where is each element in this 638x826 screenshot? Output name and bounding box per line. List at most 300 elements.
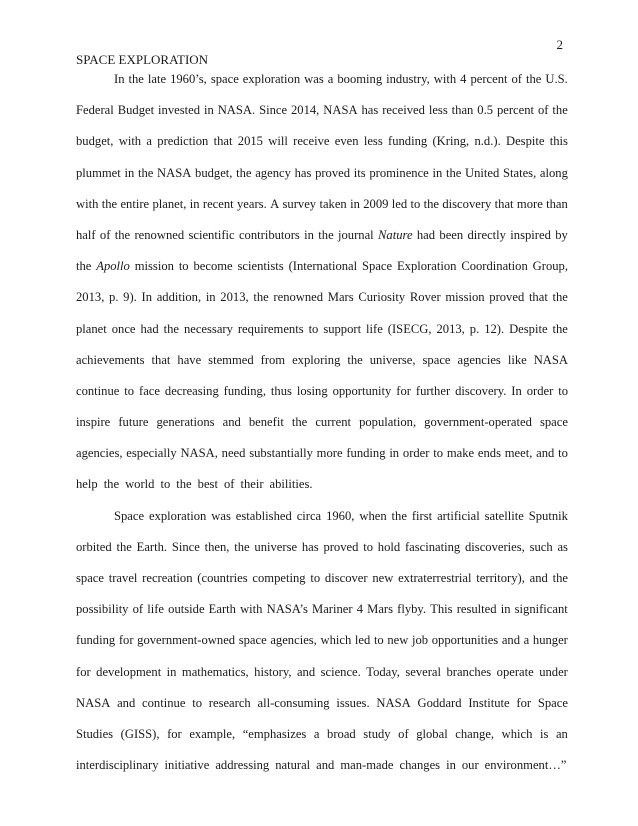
word: scientists xyxy=(237,259,284,274)
body-text xyxy=(76,70,568,787)
word: journal xyxy=(338,227,374,242)
word: research xyxy=(208,695,251,710)
word: agencies, xyxy=(76,446,123,461)
word: in xyxy=(500,602,511,617)
text-line xyxy=(76,507,568,538)
word: a xyxy=(146,134,152,149)
word: life xyxy=(366,321,383,336)
word: NASA xyxy=(76,695,111,710)
word: extraterrestrial xyxy=(398,571,472,585)
word: of xyxy=(511,72,522,86)
word: is xyxy=(539,726,549,741)
text-line xyxy=(76,413,568,444)
word: discovery xyxy=(442,196,492,211)
word: was xyxy=(304,72,324,86)
word: such xyxy=(529,539,553,554)
word: planet, xyxy=(152,196,187,211)
word: population, xyxy=(359,415,417,430)
word: make xyxy=(446,446,475,461)
word: space xyxy=(539,415,568,430)
word: the xyxy=(347,352,363,367)
word: receive xyxy=(293,134,330,149)
word: the xyxy=(552,571,568,585)
word: Budget xyxy=(117,103,155,118)
word: funding xyxy=(388,134,428,149)
word: territory), xyxy=(476,571,525,585)
text-line xyxy=(76,351,568,382)
word: less xyxy=(363,134,383,149)
word: Studies xyxy=(76,726,114,741)
word: ends xyxy=(477,446,501,461)
word: funding xyxy=(76,633,116,648)
word: than xyxy=(451,103,474,118)
word: as xyxy=(557,539,568,554)
word: discoveries, xyxy=(465,539,525,554)
word: 2009 xyxy=(363,196,389,211)
word: hold xyxy=(377,539,401,554)
word: the xyxy=(128,72,144,86)
word: and xyxy=(117,695,136,710)
word: best xyxy=(197,477,218,492)
text-line xyxy=(76,600,568,631)
word: need xyxy=(221,446,246,461)
word: this xyxy=(549,134,568,149)
word: In xyxy=(114,72,125,86)
running-head-title: SPACE EXPLORATION xyxy=(76,52,209,67)
word: job xyxy=(412,633,429,648)
word: to xyxy=(558,383,568,398)
word: space xyxy=(210,72,239,86)
word: further xyxy=(415,383,451,398)
text-line xyxy=(76,382,568,413)
word: In xyxy=(141,290,152,305)
text-line xyxy=(76,444,568,475)
text-line xyxy=(76,288,568,319)
word: 1960’s, xyxy=(170,72,207,86)
word: NASA. xyxy=(217,103,256,118)
word: and xyxy=(501,633,521,648)
text-line xyxy=(76,320,568,351)
word: meet, xyxy=(504,446,533,461)
word: 0.5 xyxy=(477,103,494,118)
word: has xyxy=(294,165,312,180)
word: exploration xyxy=(242,72,301,86)
word: budget, xyxy=(195,165,233,180)
word: universe xyxy=(254,539,298,554)
word: then, xyxy=(204,539,230,554)
text-line xyxy=(76,195,568,226)
word: first xyxy=(411,508,433,523)
word: Today, xyxy=(366,664,400,679)
word: Earth xyxy=(208,602,236,617)
word: was xyxy=(211,508,231,523)
word: an xyxy=(555,726,568,741)
page-number: 2 xyxy=(556,37,563,52)
word: half xyxy=(76,227,96,242)
word: in xyxy=(205,290,216,305)
word: Institute xyxy=(468,695,510,710)
word: a xyxy=(313,726,320,741)
word: abilities. xyxy=(269,477,313,492)
word: initiative xyxy=(164,758,210,773)
word: its xyxy=(353,165,366,180)
word: Space xyxy=(537,695,568,710)
word: led xyxy=(391,196,408,211)
word: has xyxy=(301,539,319,554)
text-line xyxy=(76,756,568,787)
word: to xyxy=(410,196,421,211)
word: in xyxy=(124,165,135,180)
word: world xyxy=(125,477,155,492)
word: to xyxy=(373,633,384,648)
word: circa xyxy=(296,508,322,523)
word: operate xyxy=(496,664,534,679)
word: the xyxy=(236,165,252,180)
word: significant xyxy=(514,602,568,617)
word: 1960, xyxy=(326,508,355,523)
word: new xyxy=(387,633,409,648)
word: Mars xyxy=(327,290,354,305)
word: to xyxy=(124,383,135,398)
word: NASA xyxy=(157,165,192,180)
word: our xyxy=(461,758,479,773)
word: stemmed xyxy=(208,352,254,367)
word: Earth. xyxy=(136,539,168,554)
word: the xyxy=(137,165,154,180)
italic-word: Apollo xyxy=(96,259,130,274)
word: recent xyxy=(202,196,234,211)
word: even xyxy=(334,134,359,149)
word: environment…” xyxy=(484,758,567,773)
word: mathematics, xyxy=(181,664,249,679)
word: late xyxy=(147,72,167,86)
word: prominence xyxy=(369,165,429,180)
word: of xyxy=(537,103,549,118)
word: the xyxy=(318,227,334,242)
word: the xyxy=(291,415,308,430)
word: Group, xyxy=(532,259,568,274)
word: history, xyxy=(254,664,292,679)
word: had xyxy=(140,321,159,336)
word: benefit xyxy=(248,415,284,430)
word: for xyxy=(76,664,91,679)
word: NASA’s xyxy=(266,602,308,617)
word: the xyxy=(423,196,440,211)
text-line xyxy=(76,694,568,725)
word: Coordination xyxy=(461,259,528,274)
text-line xyxy=(76,725,568,756)
word: artificial xyxy=(437,508,480,523)
word: when xyxy=(359,508,387,523)
word: years. xyxy=(237,196,267,211)
word: support xyxy=(323,321,362,336)
word: mission xyxy=(134,259,174,274)
word: Despite xyxy=(506,134,545,149)
word: necessary xyxy=(183,321,233,336)
word: of xyxy=(398,726,409,741)
word: by xyxy=(555,227,568,242)
word: 2013, xyxy=(436,321,465,336)
word: requirements xyxy=(237,321,304,336)
word: in xyxy=(166,664,177,679)
word: contributors xyxy=(238,227,300,242)
word: had xyxy=(416,227,436,242)
word: space xyxy=(76,571,104,585)
word: universe, xyxy=(369,352,416,367)
word: 12). xyxy=(484,321,505,336)
word: continue xyxy=(142,695,186,710)
word: (ISECG, xyxy=(387,321,432,336)
word: all-consuming xyxy=(257,695,330,710)
word: funding, xyxy=(223,383,266,398)
word: has xyxy=(361,103,379,118)
word: scientific xyxy=(188,227,235,242)
word: United xyxy=(465,165,500,180)
word: that xyxy=(151,352,171,367)
word: planet xyxy=(76,321,107,336)
word: space xyxy=(238,633,267,648)
word: Since xyxy=(259,103,288,118)
word: invested xyxy=(158,103,201,118)
word: and xyxy=(316,758,335,773)
word: in xyxy=(203,103,214,118)
word: agency xyxy=(255,165,291,180)
word: a xyxy=(523,633,530,648)
word: especially xyxy=(126,446,177,461)
word: of xyxy=(223,477,235,492)
word: the xyxy=(101,196,118,211)
word: This xyxy=(430,602,453,617)
word: percent xyxy=(496,103,535,118)
word: with xyxy=(240,602,263,617)
word: have xyxy=(177,352,202,367)
word: that xyxy=(494,196,514,211)
word: taken xyxy=(319,196,347,211)
text-line xyxy=(76,132,568,163)
word: flyby. xyxy=(397,602,427,617)
word: budget, xyxy=(76,134,114,149)
word: achievements xyxy=(76,352,145,367)
word: the xyxy=(114,227,131,242)
text-line xyxy=(76,226,568,257)
word: Mars xyxy=(367,602,394,617)
word: Exploration xyxy=(396,259,457,274)
text-line xyxy=(76,538,568,569)
paragraph xyxy=(76,70,568,507)
word: 2014, xyxy=(290,103,320,118)
word: to xyxy=(308,321,319,336)
word: to xyxy=(558,446,568,461)
word: the xyxy=(116,539,132,554)
text-line xyxy=(76,569,568,600)
word: been xyxy=(439,227,464,242)
word: more xyxy=(516,196,543,211)
word: losing xyxy=(296,383,328,398)
word: of xyxy=(132,602,144,617)
word: decreasing xyxy=(164,383,219,398)
word: NASA xyxy=(376,695,411,710)
word: the xyxy=(552,290,568,305)
word: In xyxy=(511,383,522,398)
word: man-made xyxy=(340,758,394,773)
word: order xyxy=(526,383,554,398)
word: (International xyxy=(288,259,358,274)
word: government-owned xyxy=(137,633,236,648)
word: entire xyxy=(120,196,150,211)
word: new xyxy=(372,571,394,585)
word: hunger xyxy=(532,633,568,648)
word: (GISS), xyxy=(120,726,160,741)
word: booming xyxy=(337,72,383,86)
word: that xyxy=(213,134,233,149)
word: which xyxy=(320,633,352,648)
word: survey xyxy=(282,196,317,211)
word: received xyxy=(382,103,425,118)
word: future xyxy=(118,415,149,430)
word: percent xyxy=(470,72,508,86)
word: and xyxy=(536,446,555,461)
word: satellite xyxy=(484,508,524,523)
word: opportunities xyxy=(431,633,499,648)
word: for xyxy=(167,726,182,741)
word: the xyxy=(526,72,542,86)
word: A xyxy=(270,196,280,211)
word: interdisciplinary xyxy=(76,758,159,773)
word: in xyxy=(389,446,400,461)
word: to xyxy=(178,259,189,274)
word: more xyxy=(316,446,343,461)
word: thus xyxy=(270,383,292,398)
word: possibility xyxy=(76,602,129,617)
word: the xyxy=(253,290,269,305)
word: the xyxy=(552,321,568,336)
word: in xyxy=(189,196,200,211)
word: space xyxy=(422,352,451,367)
word: and xyxy=(529,571,548,585)
word: with xyxy=(76,196,99,211)
word: NASA, xyxy=(180,446,218,461)
word: States, xyxy=(503,165,537,180)
word: discover xyxy=(324,571,368,585)
word: natural xyxy=(275,758,311,773)
word: the xyxy=(552,103,568,118)
word: in xyxy=(432,165,443,180)
word: with xyxy=(433,72,457,86)
word: for xyxy=(396,383,411,398)
word: which xyxy=(501,726,533,741)
word: in xyxy=(350,196,360,211)
word: government-operated xyxy=(424,415,532,430)
word: from xyxy=(260,352,286,367)
word: 2015 xyxy=(237,134,263,149)
word: to xyxy=(310,571,321,585)
text-line xyxy=(76,257,568,288)
word: the xyxy=(163,321,179,336)
word: mission xyxy=(445,290,485,305)
word: “emphasizes xyxy=(242,726,307,741)
word: the xyxy=(234,539,250,554)
word: study xyxy=(363,726,391,741)
word: (Kring, xyxy=(432,134,470,149)
word: prediction xyxy=(157,134,209,149)
word: Sputnik xyxy=(528,508,568,523)
word: will xyxy=(268,134,288,149)
word: inspired xyxy=(510,227,551,242)
word: Goddard xyxy=(417,695,462,710)
word: inspire xyxy=(76,415,111,430)
word: discovery. xyxy=(455,383,507,398)
word: plummet xyxy=(76,165,121,180)
word: proved xyxy=(489,290,525,305)
word: exploring xyxy=(292,352,341,367)
word: Since xyxy=(171,539,200,554)
word: Space xyxy=(362,259,393,274)
word: in xyxy=(446,758,456,773)
word: industry, xyxy=(386,72,430,86)
word: exploration xyxy=(149,508,207,523)
word: proved xyxy=(315,165,351,180)
word: 4 xyxy=(356,602,363,617)
text-line xyxy=(76,70,568,101)
word: several xyxy=(405,664,441,679)
word: changes xyxy=(399,758,441,773)
word: established xyxy=(235,508,292,523)
word: broad xyxy=(327,726,356,741)
text-line xyxy=(76,663,568,694)
word: issues. xyxy=(336,695,370,710)
word: addressing xyxy=(215,758,270,773)
word: global xyxy=(416,726,448,741)
word: under xyxy=(539,664,568,679)
word: current xyxy=(315,415,352,430)
word: order xyxy=(402,446,430,461)
word: to xyxy=(433,446,444,461)
word: agencies, xyxy=(270,633,317,648)
word: substantially xyxy=(249,446,313,461)
word: the xyxy=(176,477,192,492)
word: Rover xyxy=(409,290,441,305)
text-line xyxy=(76,164,568,195)
word: competing xyxy=(252,571,306,585)
word: agencies xyxy=(457,352,501,367)
word: for xyxy=(516,695,532,710)
word: Curiosity xyxy=(358,290,406,305)
word: directly xyxy=(467,227,506,242)
word: face xyxy=(139,383,160,398)
word: along xyxy=(539,165,568,180)
word: the xyxy=(391,508,407,523)
word: p. xyxy=(109,290,119,305)
word: and xyxy=(222,415,241,430)
text-line xyxy=(76,101,568,132)
word: less xyxy=(428,103,448,118)
word: 4 xyxy=(460,72,467,86)
paragraph xyxy=(76,507,568,788)
word: NASA xyxy=(323,103,358,118)
word: and xyxy=(296,664,316,679)
word: to xyxy=(160,477,171,492)
word: 2013, xyxy=(76,290,105,305)
word: their xyxy=(240,477,264,492)
word: to xyxy=(363,539,373,554)
italic-word: Nature xyxy=(378,227,413,242)
word: recreation xyxy=(142,571,193,585)
word: Space xyxy=(114,508,145,523)
word: the xyxy=(445,165,462,180)
word: to xyxy=(192,695,202,710)
word: once xyxy=(111,321,136,336)
word: a xyxy=(327,72,334,86)
